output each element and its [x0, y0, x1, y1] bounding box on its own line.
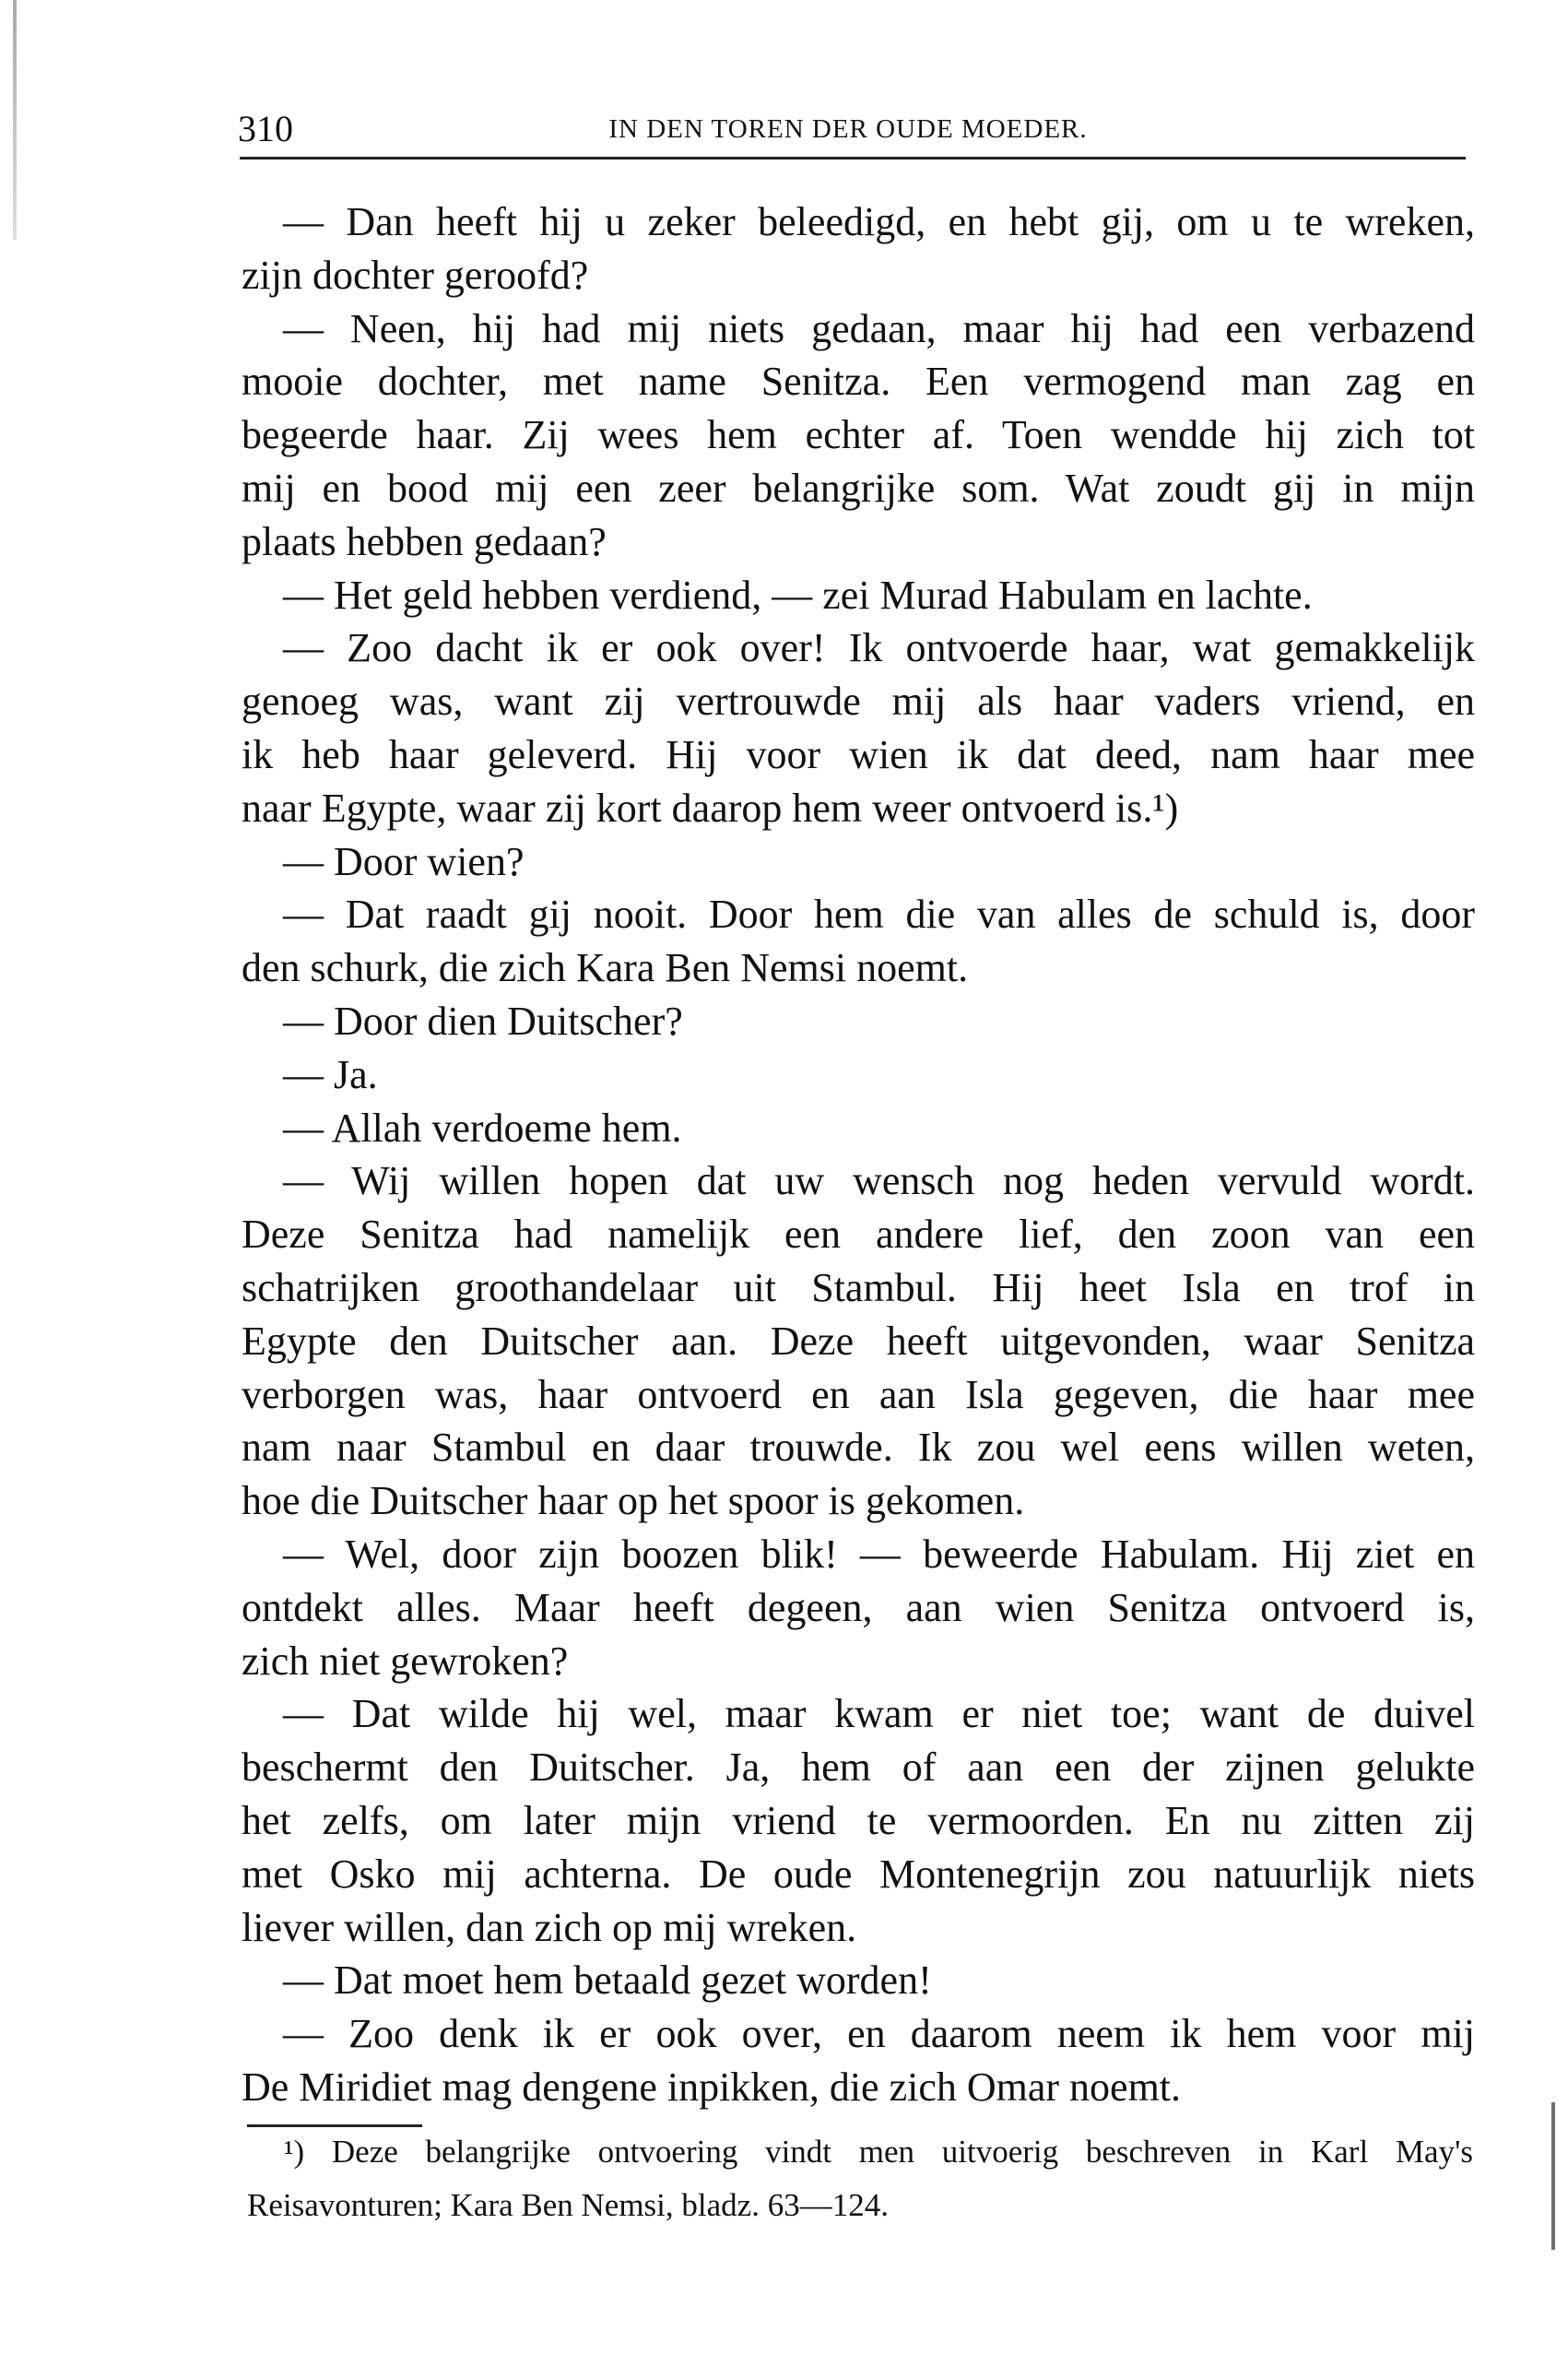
paragraph	[242, 1528, 1475, 1687]
text-line: verborgen was, haar ontvoerd en aan Isla gegeven, die haar mee	[242, 1371, 1475, 1417]
paragraph	[242, 2007, 1475, 2114]
text-line: begeerde haar. Zij wees hem echter af. Toen wendde hij zich tot	[242, 412, 1475, 458]
text-line: zijn dochter geroofd?	[242, 252, 589, 298]
paragraph	[242, 1954, 1475, 2007]
paragraph	[242, 302, 1475, 569]
text-line: naar Egypte, waar zij kort daarop hem weer ontvoerd is.¹)	[242, 785, 1179, 831]
text-line: — Het geld hebben verdiend, — zei Murad Habulam en lachte.	[283, 572, 1313, 618]
text-line: nam naar Stambul en daar trouwde. Ik zou wel eens willen weten,	[242, 1425, 1475, 1471]
text-line: — Zoo dacht ik er ook over! Ik ontvoerde haar, wat gemakkelijk	[283, 625, 1475, 671]
text-line: — Zoo denk ik er ook over, en daarom neem ik hem voor mij	[283, 2011, 1475, 2057]
paragraph	[242, 569, 1475, 622]
text-line: mooie dochter, met name Senitza. Een vermogend man zag en	[242, 359, 1475, 405]
text-line: — Door dien Duitscher?	[283, 998, 683, 1044]
text-line: plaats hebben gedaan?	[242, 518, 607, 564]
text-line: mij en bood mij een zeer belangrijke som. Wat zoudt gij in mijn	[242, 465, 1475, 511]
text-line: Egypte den Duitscher aan. Deze heeft uitgevonden, waar Senitza	[242, 1318, 1475, 1364]
running-title: IN DEN TOREN DER OUDE MOEDER.	[608, 114, 1088, 144]
paragraph	[242, 835, 1475, 889]
paragraph	[242, 621, 1475, 834]
text-line: — Dat wilde hij wel, maar kwam er niet toe; want de duivel	[283, 1691, 1475, 1737]
text-line: — Wij willen hopen dat uw wensch nog heden vervuld wordt.	[283, 1158, 1475, 1204]
text-line: den schurk, die zich Kara Ben Nemsi noemt.	[242, 945, 969, 991]
text-line: De Miridiet mag dengene inpikken, die zich Omar noemt.	[242, 2064, 1182, 2110]
paragraph	[242, 995, 1475, 1048]
paragraph	[242, 1048, 1475, 1102]
footnote	[247, 2128, 1473, 2235]
text-line: — Dat raadt gij nooit. Door hem die van alles de schuld is, door	[283, 892, 1475, 938]
paragraph	[242, 888, 1475, 995]
text-line: ik heb haar geleverd. Hij voor wien ik dat deed, nam haar mee	[242, 731, 1475, 777]
text-line: — Allah verdoeme hem.	[283, 1105, 682, 1151]
paragraph	[242, 195, 1475, 302]
text-line: beschermt den Duitscher. Ja, hem of aan een der zijnen gelukte	[242, 1745, 1475, 1791]
text-line: — Wel, door zijn boozen blik! — beweerde Habulam. Hij ziet en	[283, 1531, 1475, 1577]
text-line: — Neen, hij had mij niets gedaan, maar hij had een verbazend	[283, 305, 1475, 351]
footnote-line: ¹) Deze belangrijke ontvoering vindt men uitvoerig beschreven in Karl May's	[284, 2134, 1473, 2170]
text-line: zich niet gewroken?	[242, 1638, 569, 1684]
text-line: liever willen, dan zich op mij wreken.	[242, 1904, 857, 1950]
text-line: — Dan heeft hij u zeker beleedigd, en hebt gij, om u te wreken,	[283, 199, 1475, 244]
text-line: Deze Senitza had namelijk een andere lief, den zoon van een	[242, 1212, 1475, 1258]
text-line: genoeg was, want zij vertrouwde mij als haar vaders vriend, en	[242, 679, 1475, 725]
text-line: — Ja.	[283, 1051, 378, 1097]
paragraph	[242, 1687, 1475, 1954]
text-line: hoe die Duitscher haar op het spoor is gekomen.	[242, 1478, 1025, 1524]
paragraph	[242, 1154, 1475, 1528]
body-text	[242, 195, 1475, 2114]
text-line: het zelfs, om later mijn vriend te vermoorden. En nu zitten zij	[242, 1797, 1475, 1843]
text-line: — Dat moet hem betaald gezet worden!	[283, 1958, 932, 2004]
footnote-rule	[247, 2124, 422, 2127]
text-line: met Osko mij achterna. De oude Montenegrijn zou natuurlijk niets	[242, 1851, 1475, 1897]
text-line: ontdekt alles. Maar heeft degeen, aan wien Senitza ontvoerd is,	[242, 1584, 1475, 1630]
paragraph	[242, 1102, 1475, 1155]
text-line: — Door wien?	[283, 838, 525, 884]
page-number: 310	[238, 108, 293, 149]
footnote-line: Reisavonturen; Kara Ben Nemsi, bladz. 63—124.	[247, 2186, 889, 2223]
scan-edge-artifact	[13, 0, 17, 240]
text-line: schatrijken groothandelaar uit Stambul. Hij heet Isla en trof in	[242, 1264, 1475, 1310]
header-rule	[240, 157, 1466, 160]
scan-edge-artifact	[1551, 2102, 1555, 2250]
